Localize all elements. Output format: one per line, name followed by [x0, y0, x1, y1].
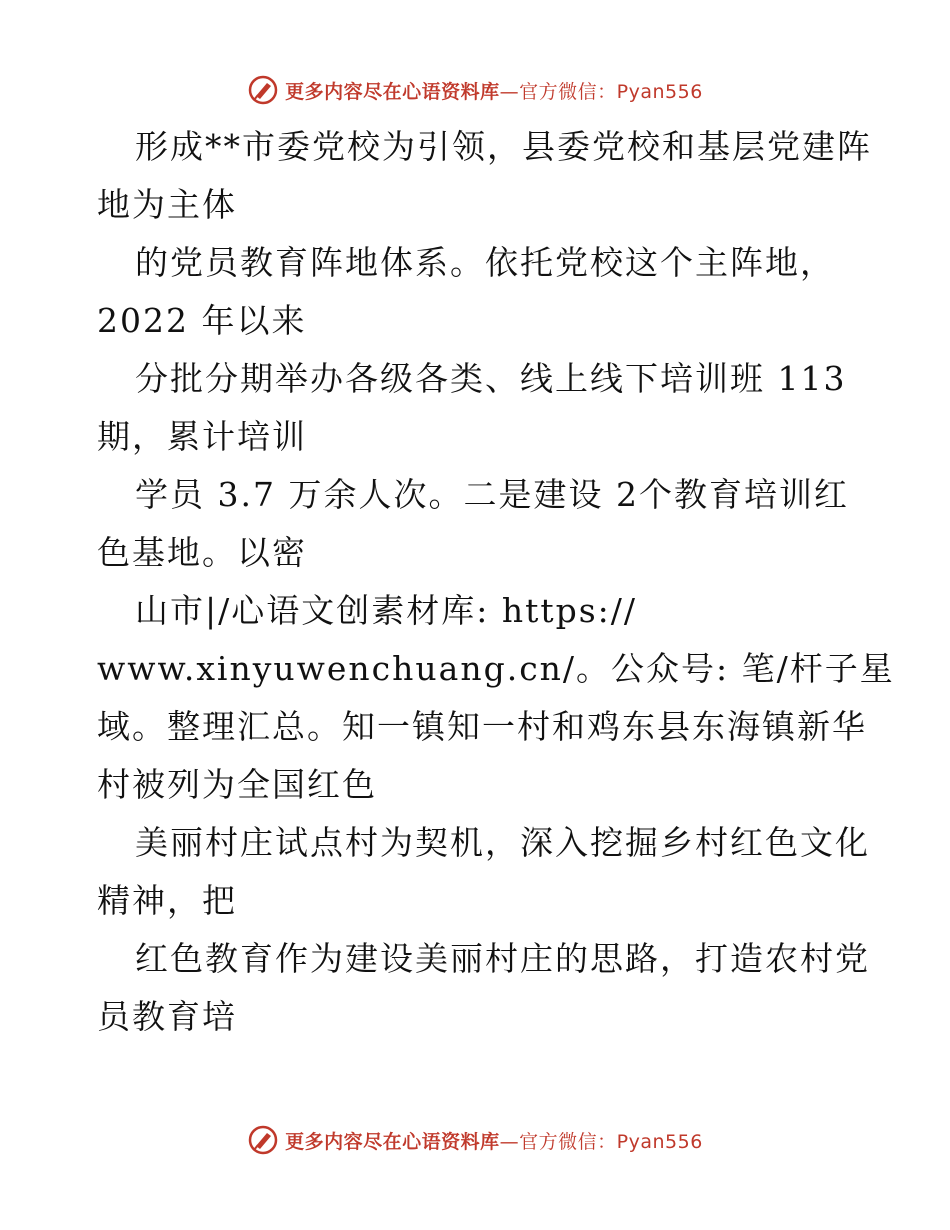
- watermark-main-text: 更多内容尽在心语资料库: [285, 1130, 500, 1153]
- brand-logo-icon: [247, 74, 279, 106]
- body-line: 学员 3.7 万余人次。二是建设 2个教育培训红: [135, 475, 849, 514]
- body-line: 2022 年以来: [97, 301, 307, 340]
- body-line: 山市|/心语文创素材库: https://: [135, 591, 638, 630]
- watermark-contact-text: 官方微信：Pyan556: [519, 80, 703, 103]
- body-line: www.xinyuwenchuang.cn/。公众号: 笔/杆子星: [97, 649, 895, 688]
- body-line: 的党员教育阵地体系。依托党校这个主阵地，: [135, 243, 835, 282]
- body-line: 地为主体: [97, 185, 237, 224]
- watermark-dash: —: [499, 80, 520, 103]
- watermark-contact-text: 官方微信：Pyan556: [519, 1130, 703, 1153]
- body-line: 员教育培: [97, 997, 237, 1036]
- body-line: 期，累计培训: [97, 417, 307, 456]
- body-line: 形成**市委党校为引领，县委党校和基层党建阵: [135, 127, 872, 166]
- body-line: 美丽村庄试点村为契机，深入挖掘乡村红色文化: [135, 823, 870, 862]
- body-line: 村被列为全国红色: [97, 765, 377, 804]
- footer-watermark: [0, 1120, 950, 1160]
- document-body: [97, 118, 895, 1046]
- body-line: 精神，把: [97, 881, 237, 920]
- brand-logo-icon: [247, 1124, 279, 1156]
- header-watermark: [0, 70, 950, 110]
- watermark-main-text: 更多内容尽在心语资料库: [285, 80, 500, 103]
- body-line: 域。整理汇总。知一镇知一村和鸡东县东海镇新华: [97, 707, 867, 746]
- body-line: 色基地。以密: [97, 533, 307, 572]
- watermark-dash: —: [499, 1130, 520, 1153]
- body-line: 分批分期举办各级各类、线上线下培训班 113: [135, 359, 847, 398]
- body-line: 红色教育作为建设美丽村庄的思路，打造农村党: [135, 939, 870, 978]
